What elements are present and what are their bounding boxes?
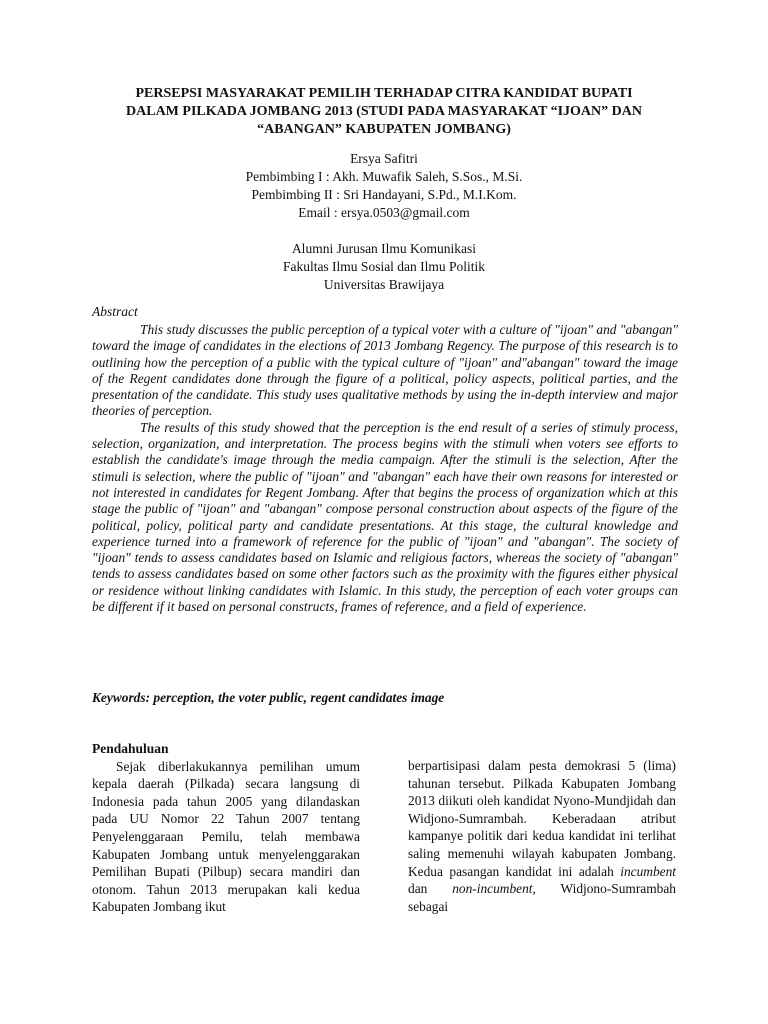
abstract-heading: Abstract (92, 304, 138, 319)
affiliation-dept: Alumni Jurusan Ilmu Komunikasi (291, 241, 477, 256)
affiliation-university: Universitas Brawijaya (323, 277, 445, 292)
abstract-paragraph-1: This study discusses the public perception of a typical voter with a culture of "ijoan" and "abangan" toward the image of candidates in the elections of 2013 Jombang Regency. The purpose of this research is to outlining how the perception of a public with the typical culture of "ijoan" and"abangan" toward the image of the Regent candidates done through the figure of a political, policy aspects, political parties, and the presentation of the candidate. This study uses qualitative methods by using the in-depth interview and major theories of perception. (92, 322, 678, 419)
author-name: Ersya Safitri (350, 151, 418, 166)
title-line-3: “ABANGAN” KABUPATEN JOMBANG) (257, 122, 511, 137)
affiliation-faculty: Fakultas Ilmu Sosial dan Ilmu Politik (282, 259, 486, 274)
intro-left-column (92, 740, 360, 916)
keywords: Keywords: perception, the voter public, regent candidates image (92, 690, 445, 705)
title-line-1: PERSEPSI MASYARAKAT PEMILIH TERHADAP CITRA KANDIDAT BUPATI (135, 86, 633, 101)
intro-right-text-c: , Widjono-Sumrambah sebagai (408, 881, 676, 914)
title-line-2: DALAM PILKADA JOMBANG 2013 (STUDI PADA MASYARAKAT “IJOAN” DAN (126, 104, 642, 119)
advisor-2: Pembimbing II : Sri Handayani, S.Pd., M.I.Kom. (251, 187, 517, 202)
section-heading-pendahuluan: Pendahuluan (92, 741, 169, 756)
intro-right-text-a: berpartisipasi dalam pesta demokrasi 5 (lima) tahunan tersebut. Pilkada Kabupaten Jombang 2013 diikuti oleh kandidat Nyono-Mundjidah dan Widjono-Sumrambah. Keberadaan atribut kampanye politik dari kedua kandidat ini terlihat saling memenuhi wilayah kabupaten Jombang. Kedua pasangan kandidat ini adalah (408, 758, 676, 879)
intro-right-text-b: dan (408, 881, 453, 897)
author-email: Email : ersya.0503@gmail.com (298, 205, 470, 220)
intro-paragraph-left: Sejak diberlakukannya pemilihan umum kepala daerah (Pilkada) secara langsung di Indonesia pada tahun 2005 yang dilandaskan pada UU Nomor 22 Tahun 2007 tentang Penyelenggaraan Pemilu, telah membawa Kabupaten Jombang untuk menyelenggarakan Pemilihan Bupati (Pilbup) secara mandiri dan otonom. Tahun 2013 merupakan kali kedua Kabupaten Jombang ikut (92, 758, 360, 915)
author-block (90, 150, 678, 294)
intro-right-column (408, 757, 676, 915)
abstract-body (92, 322, 678, 615)
intro-right-non-incumbent: non-incumbent (452, 881, 533, 897)
intro-right-incumbent: incumbent (620, 863, 676, 879)
abstract-paragraph-2: The results of this study showed that the perception is the end result of a series of stimuly process, selection, organization, and interpretation. The process begins with the stimuli when voters see efforts to establish the candidate's image through the media campaign. After the stimuli is the selection, After the stimuli is selection, where the public of "ijoan" and "abangan" each have their own reasons for interested or not interested in candidates for Regent Jombang. After that begins the process of organization which at this stage the public of "ijoan" and "abangan" compose personal construction about aspects of the figure of the political, policy, political party and candidate presentations. At this stage, the cultural knowledge and experience turned into a framework of reference for the public of "ijoan" and "abangan". The society of "ijoan" tends to assess candidates based on Islamic and religious factors, whereas the society of "abangan" tends to assess candidates based on some other factors such as the proximity with the figures either physical or residence without linking candidates with Islamic. In this study, the perception of each voter groups can be different if it based on personal constructs, frames of reference, and a field of experience. (92, 419, 678, 615)
spacer (90, 222, 678, 240)
intro-paragraph-right (408, 757, 676, 915)
paper-title (90, 85, 678, 139)
advisor-1: Pembimbing I : Akh. Muwafik Saleh, S.Sos., M.Si. (245, 169, 523, 184)
